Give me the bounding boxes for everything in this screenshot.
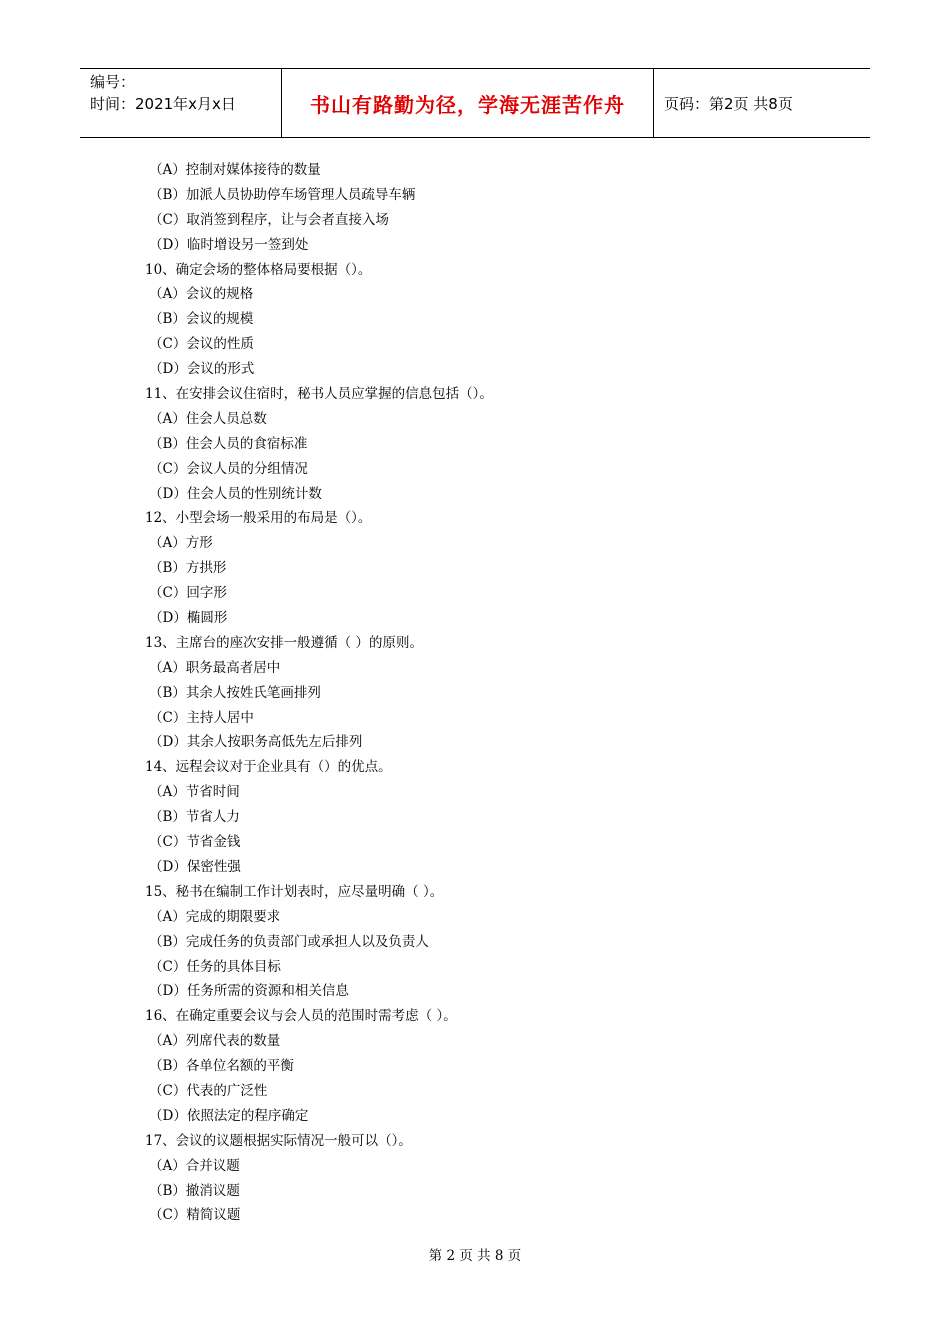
header-motto: 书山有路勤为径，学海无涯苦作舟 — [282, 69, 654, 137]
answer-option: （B）节省人力 — [149, 809, 240, 826]
header-page-number: 页码：第2页 共8页 — [664, 94, 793, 113]
answer-option: （C）会议的性质 — [149, 336, 254, 353]
answer-option: （C）代表的广泛性 — [149, 1082, 268, 1099]
document-number-label: 编号： — [90, 73, 136, 91]
answer-option: （C）主持人居中 — [149, 709, 254, 726]
answer-option: （D）依照法定的程序确定 — [149, 1107, 309, 1124]
answer-option: （C）取消签到程序，让与会者直接入场 — [149, 211, 389, 228]
answer-option: （D）临时增设另一签到处 — [149, 236, 309, 253]
answer-option: （A）方形 — [149, 535, 213, 552]
document-time-label: 时间：2021年x月x日 — [90, 95, 236, 113]
page-footer: 第 2 页 共 8 页 — [428, 1248, 522, 1264]
question-text: 13、主席台的座次安排一般遵循（ ）的原则。 — [145, 634, 423, 651]
answer-option: （B）会议的规模 — [149, 311, 254, 328]
answer-option: （C）节省金钱 — [149, 834, 241, 851]
question-text: 12、小型会场一般采用的布局是（）。 — [145, 510, 372, 527]
answer-option: （B）其余人按姓氏笔画排列 — [149, 684, 321, 701]
answer-option: （D）保密性强 — [149, 858, 241, 875]
question-text: 17、会议的议题根据实际情况一般可以（）。 — [145, 1132, 412, 1149]
header-meta — [80, 69, 282, 137]
question-text: 10、确定会场的整体格局要根据（）。 — [145, 261, 372, 278]
answer-option: （A）合并议题 — [149, 1157, 240, 1174]
answer-option: （B）加派人员协助停车场管理人员疏导车辆 — [149, 186, 416, 203]
question-text: 16、在确定重要会议与会人员的范围时需考虑（ ）。 — [145, 1008, 457, 1025]
answer-option: （D）住会人员的性别统计数 — [149, 485, 322, 502]
answer-option: （A）住会人员总数 — [149, 410, 267, 427]
answer-option: （D）椭圆形 — [149, 610, 228, 627]
question-list — [145, 158, 845, 1228]
answer-option: （B）方拱形 — [149, 560, 227, 577]
answer-option: （B）撤消议题 — [149, 1182, 240, 1199]
answer-option: （A）职务最高者居中 — [149, 659, 281, 676]
question-text: 11、在安排会议住宿时，秘书人员应掌握的信息包括（）。 — [145, 386, 493, 403]
page-header — [80, 68, 870, 138]
answer-option: （D）其余人按职务高低先左后排列 — [149, 734, 363, 751]
answer-option: （C）会议人员的分组情况 — [149, 460, 308, 477]
answer-option: （A）列席代表的数量 — [149, 1033, 281, 1050]
question-text: 14、远程会议对于企业具有（）的优点。 — [145, 759, 392, 776]
answer-option: （C）回字形 — [149, 585, 227, 602]
answer-option: （C）任务的具体目标 — [149, 958, 281, 975]
answer-option: （A）会议的规格 — [149, 286, 254, 303]
answer-option: （A）节省时间 — [149, 784, 240, 801]
question-text: 15、秘书在编制工作计划表时，应尽量明确（ ）。 — [145, 883, 444, 900]
answer-option: （C）精简议题 — [149, 1207, 241, 1224]
answer-option: （B）住会人员的食宿标准 — [149, 435, 308, 452]
answer-option: （A）控制对媒体接待的数量 — [149, 162, 321, 178]
answer-option: （D）会议的形式 — [149, 361, 255, 378]
answer-option: （D）任务所需的资源和相关信息 — [149, 983, 349, 1000]
answer-option: （B）完成任务的负责部门或承担人以及负责人 — [149, 933, 429, 950]
answer-option: （A）完成的期限要求 — [149, 908, 281, 925]
answer-option: （B）各单位名额的平衡 — [149, 1058, 294, 1075]
